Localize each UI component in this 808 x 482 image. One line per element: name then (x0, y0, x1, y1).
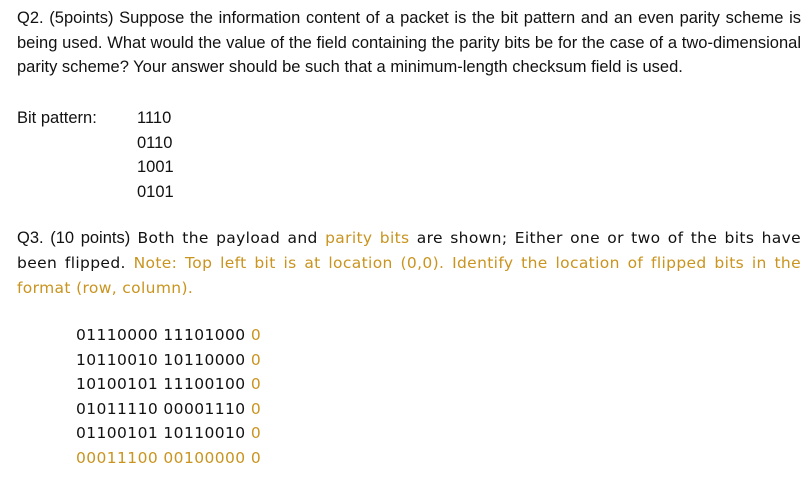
parity-bits-highlight: parity bits (325, 229, 410, 247)
bit-pattern-list (137, 106, 174, 204)
question-3-text (17, 226, 801, 301)
matrix-row (76, 397, 261, 422)
matrix-row-payload: 10100101 11100100 (76, 375, 246, 393)
matrix-row-payload: 01100101 10110010 (76, 424, 246, 442)
matrix-row-parity-bit: 0 (250, 399, 262, 418)
matrix-row-payload: 10110010 10110000 (76, 350, 246, 369)
bit-pattern-label: Bit pattern: (17, 109, 97, 127)
matrix-row-payload: 01011110 00001110 (76, 399, 246, 418)
matrix-row-parity-bit: 0 (250, 424, 262, 442)
matrix-parity-row (76, 446, 261, 471)
parity-matrix (76, 323, 261, 470)
matrix-row (76, 348, 261, 373)
matrix-row (76, 421, 261, 446)
matrix-row-parity-bit: 0 (250, 448, 262, 467)
bit-pattern-row-1: 0110 (137, 133, 173, 152)
matrix-row (76, 372, 261, 397)
bit-pattern-row-3: 0101 (137, 182, 174, 201)
question-3-text-part2: are shown; Either one or two of the bits have been flipped. (17, 229, 802, 272)
question-3-heading: Q3. (10 points) (17, 229, 131, 247)
matrix-row-parity-bit: 0 (250, 350, 262, 369)
matrix-row-parity-bit: 0 (250, 326, 262, 344)
question-3-note: Note: Top left bit is at location (0,0). Identify the location of flipped bits in the format (row, column). (17, 254, 801, 297)
matrix-row-parity-bit: 0 (250, 375, 262, 393)
matrix-row (76, 323, 261, 348)
bit-pattern-row-2: 1001 (137, 158, 174, 176)
matrix-row-payload: 01110000 11101000 (76, 326, 246, 344)
question-2-text: Q2. (5points) Suppose the information content of a packet is the bit pattern and an even parity scheme is being used. What would the value of the field containing the parity bits be for the case of a two-dimensional parity scheme? Your answer should be such that a minimum-length checksum field is used. (17, 9, 801, 76)
matrix-row-payload: 00011100 00100000 (76, 448, 246, 467)
question-3-text-part1: Both the payload and (130, 229, 326, 247)
bit-pattern-row-0: 1110 (137, 109, 172, 127)
